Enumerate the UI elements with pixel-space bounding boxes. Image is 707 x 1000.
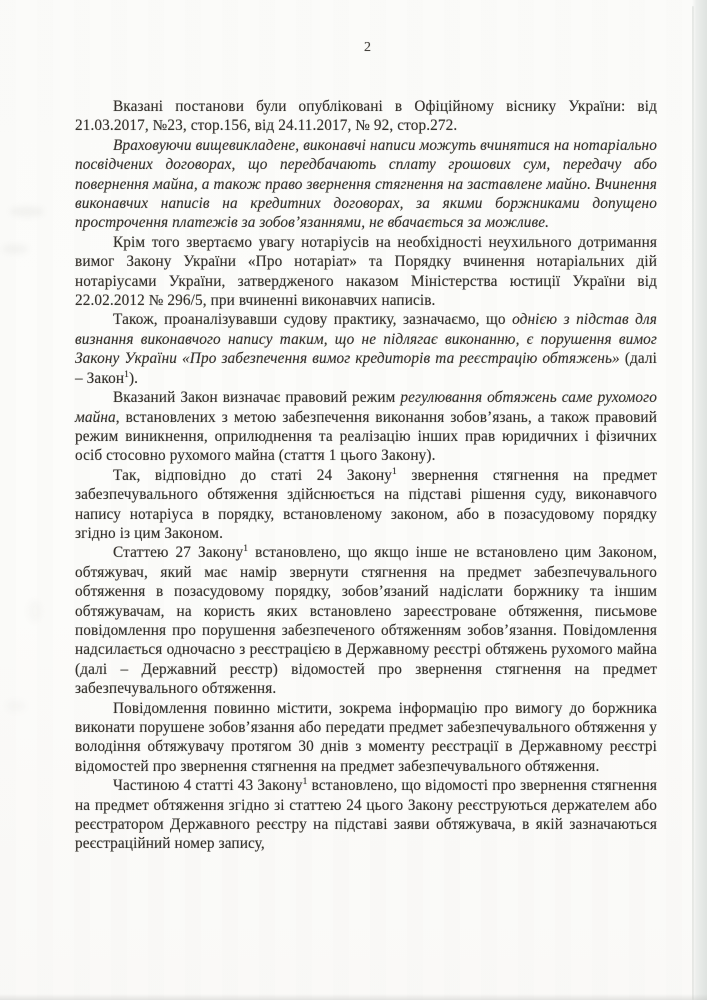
paragraph-text: Вказані постанови були опубліковані в Офіційному віснику України: від 21.03.2017, №23, стор.156, від 24.11.2017, № 92, стор.272. [75, 98, 657, 135]
paragraph-text: Крім того звертаємо увагу нотаріусів на необхідності неухильного дотримання вимог Закону України «Про нотаріат» та Порядку вчинення нотаріальних дій нотаріусами України, затвердженого наказом Міністерства юстиції України від 22.02.2012 № 296/5, при вчиненні виконавчих написів. [75, 233, 657, 310]
scan-smudge [2, 244, 28, 254]
scan-smudge [28, 600, 42, 622]
paragraph-text: ). [128, 369, 139, 387]
paragraph-text: Частиною 4 статті 43 Закону [113, 777, 303, 795]
paragraph-text: , встановлених з метою забезпечення виконання зобов’язань, а також правовий режим виникнення, оприлюднення та реалізацію інших прав юридичних і фізичних осіб стосовно рухомого майна (стаття 1 цього Закону). [75, 408, 657, 465]
paragraph-text: однією з підстав для визнання виконавчого напису таким, що не підлягає виконанню, є порушення вимог Закону України «Про забезпечення вимог кредиторів та реєстрацію обтяжень» [75, 311, 658, 368]
paragraph-text: звернення стягнення на предмет забезпечувального обтяження здійснюється на підставі рішення суду, виконавчого напису нотаріуса в порядку, встановленому законом, або в позасудовому порядку згідно із цим Законом. [75, 466, 657, 542]
paragraph-text: Враховуючи вищевикладене, виконавчі написи можуть вчинятися на нотаріально посвідчених договорах, що передбачають сплату грошових сум, передачу або повернення майна, а також право звернення стягнення на заставлене майно. Вчинення виконавчих написів на кредитних договорах, за якими боржниками допущено прострочення платежів за зобов’язаннями, не вбачається за можливе. [75, 136, 657, 232]
paragraph-text: встановлено, що відомості про звернення стягнення на предмет обтяження згідно зі статтею 24 цього Закону реєструються держателем або реєстратором Державного реєстру на підставі заяви обтяжувача, в якій зазначаються реєстраційний номер запису, [75, 777, 657, 853]
footnote-reference: 1 [243, 544, 249, 555]
footnote-reference: 1 [124, 369, 129, 380]
paragraph-text: Вказаний Закон визначає правовий режим [113, 389, 401, 407]
paragraph [75, 310, 657, 388]
scan-smudge [10, 206, 44, 217]
paragraph-text: Так, відповідно до статі 24 Закону [113, 466, 393, 484]
paragraph [75, 136, 657, 233]
scan-smudge [6, 700, 26, 712]
paragraph-text: (далі – Закон [75, 350, 658, 387]
page-edge-shadow [692, 0, 707, 1000]
paragraph-text: Повідомлення повинно містити, зокрема інформацію про вимогу до боржника виконати порушене зобов’язання або передати предмет забезпечувального обтяження у володіння обтяжувачу протягом 30 днів з моменту реєстрації в Державному реєстрі відомостей про звернення стягнення на предмет забезпечувального обтяження. [75, 699, 657, 775]
paragraph [75, 699, 657, 777]
paragraph [75, 97, 657, 136]
page-number: 2 [364, 40, 371, 55]
page-edge-shadow [0, 994, 707, 1000]
paragraph-text: встановлено, що якщо інше не встановлено цим Законом, обтяжувач, який має намір звернути стягнення на предмет забезпечувального обтяження в позасудовому порядку, зобов’язаний надіслати боржнику та іншим обтяжувачам, на користь яких встановлено зареєстроване обтяження, письмове повідомлення про порушення забезпеченого обтяженням зобов’язання. Повідомлення надсилається одночасно з реєстрацією в Державному реєстрі обтяжень рухомого майна (далі – Державний реєстр) відомостей про звернення стягнення на предмет забезпечувального обтяження. [75, 544, 658, 698]
paragraph [75, 776, 657, 854]
footnote-reference: 1 [392, 466, 397, 477]
paragraph [75, 543, 657, 698]
paragraph [75, 466, 657, 544]
paragraph-text: Статтею 27 Закону [113, 544, 244, 562]
paragraph [75, 233, 657, 311]
footnote-reference: 1 [302, 777, 308, 788]
paragraph-text: регулювання обтяжень саме рухомого майна [75, 389, 657, 426]
paragraph-text: Також, проаналізувавши судову практику, зазначаємо, що [113, 311, 513, 329]
page-body-text [75, 97, 657, 854]
paragraph [75, 388, 657, 466]
